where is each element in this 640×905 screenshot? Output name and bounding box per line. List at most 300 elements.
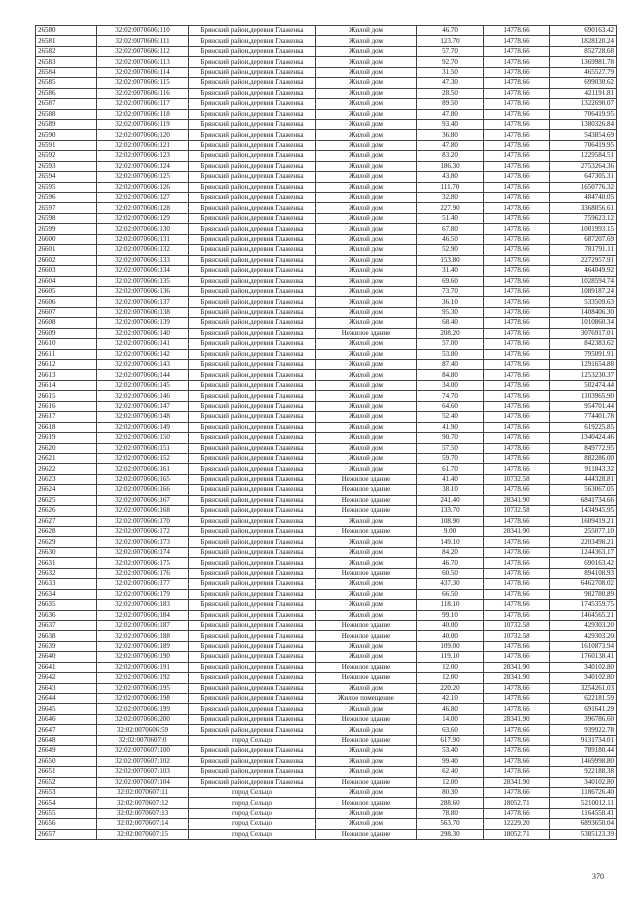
address-cell: Брянский район,деревня Глаженка: [189, 579, 316, 589]
unit-rate-cell: 28341.90: [484, 777, 550, 787]
cadastral-value-cell: 340102.80: [550, 662, 617, 672]
row-number-cell: 26649: [36, 746, 97, 756]
table-row: [36, 568, 617, 578]
cadastral-number-cell: 32:02:0070606:137: [97, 297, 189, 307]
cadastral-value-cell: 421191.81: [550, 88, 617, 98]
address-cell: Брянский район,деревня Глаженка: [189, 266, 316, 276]
area-cell: 89.50: [417, 99, 484, 109]
row-number-cell: 26643: [36, 683, 97, 693]
area-cell: 57.50: [417, 443, 484, 453]
unit-rate-cell: 14778.66: [484, 547, 550, 557]
row-number-cell: 26625: [36, 495, 97, 505]
unit-rate-cell: 14778.66: [484, 641, 550, 651]
purpose-cell: Жилой дом: [316, 422, 417, 432]
area-cell: 109.00: [417, 641, 484, 651]
cadastral-number-cell: 32:02:0070606:190: [97, 652, 189, 662]
purpose-cell: Жилой дом: [316, 245, 417, 255]
address-cell: Брянский район,деревня Глаженка: [189, 443, 316, 453]
unit-rate-cell: 14778.66: [484, 78, 550, 88]
unit-rate-cell: 14778.66: [484, 255, 550, 265]
row-number-cell: 26634: [36, 589, 97, 599]
address-cell: Брянский район,деревня Глаженка: [189, 673, 316, 683]
unit-rate-cell: 18052.71: [484, 829, 550, 839]
cadastral-value-cell: 396786.60: [550, 714, 617, 724]
address-cell: Брянский район,деревня Глаженка: [189, 213, 316, 223]
area-cell: 61.70: [417, 464, 484, 474]
cadastral-number-cell: 32:02:0070606:111: [97, 36, 189, 46]
cadastral-number-cell: 32:02:0070607:100: [97, 746, 189, 756]
row-number-cell: 26628: [36, 527, 97, 537]
row-number-cell: 26595: [36, 182, 97, 192]
cadastral-number-cell: 32:02:0070606:110: [97, 26, 189, 36]
cadastral-number-cell: 32:02:0070606:184: [97, 610, 189, 620]
area-cell: 34.00: [417, 380, 484, 390]
area-cell: 40.00: [417, 631, 484, 641]
cadastral-number-cell: 32:02:0070606:131: [97, 234, 189, 244]
purpose-cell: Нежилое здание: [316, 568, 417, 578]
purpose-cell: Жилой дом: [316, 266, 417, 276]
address-cell: Брянский район,деревня Глаженка: [189, 360, 316, 370]
row-number-cell: 26645: [36, 704, 97, 714]
unit-rate-cell: 10732.58: [484, 506, 550, 516]
purpose-cell: Жилой дом: [316, 349, 417, 359]
address-cell: Брянский район,деревня Глаженка: [189, 224, 316, 234]
purpose-cell: Жилой дом: [316, 140, 417, 150]
cadastral-number-cell: 32:02:0070606:121: [97, 140, 189, 150]
cadastral-number-cell: 32:02:0070606:117: [97, 99, 189, 109]
cadastral-number-cell: 32:02:0070606:125: [97, 172, 189, 182]
table-row: [36, 245, 617, 255]
cadastral-number-cell: 32:02:0070606:129: [97, 213, 189, 223]
address-cell: Брянский район,деревня Глаженка: [189, 318, 316, 328]
cadastral-number-cell: 32:02:0070606:123: [97, 151, 189, 161]
table-row: [36, 109, 617, 119]
cadastral-value-cell: 429303.20: [550, 620, 617, 630]
table-row: [36, 610, 617, 620]
address-cell: Брянский район,деревня Глаженка: [189, 433, 316, 443]
row-number-cell: 26637: [36, 620, 97, 630]
purpose-cell: Жилой дом: [316, 683, 417, 693]
row-number-cell: 26656: [36, 819, 97, 829]
unit-rate-cell: 28341.90: [484, 527, 550, 537]
row-number-cell: 26580: [36, 26, 97, 36]
unit-rate-cell: 14778.66: [484, 360, 550, 370]
cadastral-value-cell: 687207.69: [550, 234, 617, 244]
unit-rate-cell: 14778.66: [484, 370, 550, 380]
table-row: [36, 485, 617, 495]
table-row: [36, 798, 617, 808]
purpose-cell: Жилое помещение: [316, 694, 417, 704]
unit-rate-cell: 12229.20: [484, 819, 550, 829]
cadastral-value-cell: 922188.38: [550, 767, 617, 777]
area-cell: 47.80: [417, 140, 484, 150]
purpose-cell: Жилой дом: [316, 767, 417, 777]
purpose-cell: Жилой дом: [316, 119, 417, 129]
address-cell: Брянский район,деревня Глаженка: [189, 286, 316, 296]
purpose-cell: Жилой дом: [316, 380, 417, 390]
table-row: [36, 819, 617, 829]
page-number: 370: [592, 872, 604, 881]
address-cell: Брянский район,деревня Глаженка: [189, 422, 316, 432]
table-row: [36, 286, 617, 296]
unit-rate-cell: 14778.66: [484, 433, 550, 443]
cadastral-value-cell: 1745359.75: [550, 600, 617, 610]
cadastral-number-cell: 32:02:0070606:174: [97, 547, 189, 557]
cadastral-value-cell: 5210012.11: [550, 798, 617, 808]
purpose-cell: Жилой дом: [316, 360, 417, 370]
row-number-cell: 26617: [36, 412, 97, 422]
row-number-cell: 26586: [36, 88, 97, 98]
table-row: [36, 829, 617, 839]
cadastral-value-cell: 894108.93: [550, 568, 617, 578]
cadastral-number-cell: 32:02:0070606:141: [97, 339, 189, 349]
cadastral-value-cell: 690163.42: [550, 558, 617, 568]
row-number-cell: 26602: [36, 255, 97, 265]
row-number-cell: 26588: [36, 109, 97, 119]
purpose-cell: Жилой дом: [316, 370, 417, 380]
purpose-cell: Жилой дом: [316, 746, 417, 756]
table-row: [36, 234, 617, 244]
cadastral-table: [35, 25, 617, 840]
address-cell: Брянский район,деревня Глаженка: [189, 600, 316, 610]
table-row: [36, 777, 617, 787]
cadastral-number-cell: 32:02:0070607:13: [97, 808, 189, 818]
purpose-cell: Жилой дом: [316, 99, 417, 109]
unit-rate-cell: 14778.66: [484, 297, 550, 307]
cadastral-number-cell: 32:02:0070606:195: [97, 683, 189, 693]
purpose-cell: Жилой дом: [316, 808, 417, 818]
cadastral-number-cell: 32:02:0070606:135: [97, 276, 189, 286]
row-number-cell: 26626: [36, 506, 97, 516]
unit-rate-cell: 14778.66: [484, 558, 550, 568]
address-cell: город Сельцо: [189, 808, 316, 818]
area-cell: 227.90: [417, 203, 484, 213]
unit-rate-cell: 14778.66: [484, 725, 550, 735]
table-row: [36, 808, 617, 818]
address-cell: Брянский район,деревня Глаженка: [189, 641, 316, 651]
purpose-cell: Жилой дом: [316, 57, 417, 67]
row-number-cell: 26629: [36, 537, 97, 547]
address-cell: город Сельцо: [189, 819, 316, 829]
row-number-cell: 26584: [36, 67, 97, 77]
row-number-cell: 26621: [36, 453, 97, 463]
table-row: [36, 360, 617, 370]
unit-rate-cell: 14778.66: [484, 422, 550, 432]
row-number-cell: 26647: [36, 725, 97, 735]
cadastral-number-cell: 32:02:0070607:12: [97, 798, 189, 808]
row-number-cell: 26592: [36, 151, 97, 161]
purpose-cell: Жилой дом: [316, 391, 417, 401]
area-cell: 111.70: [417, 182, 484, 192]
table-row: [36, 391, 617, 401]
table-row: [36, 735, 617, 745]
cadastral-value-cell: 911843.32: [550, 464, 617, 474]
area-cell: 617.90: [417, 735, 484, 745]
table-row: [36, 579, 617, 589]
cadastral-value-cell: 340102.80: [550, 777, 617, 787]
unit-rate-cell: 14778.66: [484, 694, 550, 704]
area-cell: 12.00: [417, 673, 484, 683]
area-cell: 563.70: [417, 819, 484, 829]
cadastral-number-cell: 32:02:0070607:15: [97, 829, 189, 839]
row-number-cell: 26593: [36, 161, 97, 171]
row-number-cell: 26581: [36, 36, 97, 46]
cadastral-number-cell: 32:02:0070606:179: [97, 589, 189, 599]
area-cell: 32.80: [417, 193, 484, 203]
purpose-cell: Жилой дом: [316, 26, 417, 36]
area-cell: 51.40: [417, 213, 484, 223]
row-number-cell: 26590: [36, 130, 97, 140]
area-cell: 41.40: [417, 474, 484, 484]
unit-rate-cell: 14778.66: [484, 213, 550, 223]
table-row: [36, 589, 617, 599]
purpose-cell: Жилой дом: [316, 161, 417, 171]
address-cell: Брянский район,деревня Глаженка: [189, 276, 316, 286]
cadastral-value-cell: 1609419.21: [550, 516, 617, 526]
cadastral-number-cell: 32:02:0070607:14: [97, 819, 189, 829]
table-row: [36, 266, 617, 276]
address-cell: Брянский район,деревня Глаженка: [189, 474, 316, 484]
purpose-cell: Жилой дом: [316, 610, 417, 620]
unit-rate-cell: 14778.66: [484, 380, 550, 390]
purpose-cell: Нежилое здание: [316, 485, 417, 495]
purpose-cell: Жилой дом: [316, 537, 417, 547]
cadastral-number-cell: 32:02:0070606:191: [97, 662, 189, 672]
table-row: [36, 787, 617, 797]
area-cell: 84.20: [417, 547, 484, 557]
row-number-cell: 26642: [36, 673, 97, 683]
address-cell: Брянский район,деревня Глаженка: [189, 620, 316, 630]
table-row: [36, 380, 617, 390]
address-cell: Брянский район,деревня Глаженка: [189, 370, 316, 380]
cadastral-value-cell: 6462708.02: [550, 579, 617, 589]
cadastral-value-cell: 3368056.61: [550, 203, 617, 213]
area-cell: 59.70: [417, 453, 484, 463]
row-number-cell: 26651: [36, 767, 97, 777]
unit-rate-cell: 14778.66: [484, 600, 550, 610]
row-number-cell: 26598: [36, 213, 97, 223]
area-cell: 208.20: [417, 328, 484, 338]
unit-rate-cell: 14778.66: [484, 151, 550, 161]
table-row: [36, 725, 617, 735]
table-row: [36, 307, 617, 317]
address-cell: Брянский район,деревня Глаженка: [189, 99, 316, 109]
area-cell: 31.40: [417, 266, 484, 276]
unit-rate-cell: 14778.66: [484, 756, 550, 766]
cadastral-number-cell: 32:02:0070606:170: [97, 516, 189, 526]
cadastral-value-cell: 444328.81: [550, 474, 617, 484]
purpose-cell: Жилой дом: [316, 193, 417, 203]
area-cell: 36.10: [417, 297, 484, 307]
table-row: [36, 370, 617, 380]
address-cell: Брянский район,деревня Глаженка: [189, 485, 316, 495]
area-cell: 90.70: [417, 433, 484, 443]
purpose-cell: Нежилое здание: [316, 735, 417, 745]
purpose-cell: Жилой дом: [316, 109, 417, 119]
unit-rate-cell: 14778.66: [484, 130, 550, 140]
purpose-cell: Жилой дом: [316, 579, 417, 589]
table-row: [36, 151, 617, 161]
row-number-cell: 26608: [36, 318, 97, 328]
area-cell: 38.10: [417, 485, 484, 495]
cadastral-number-cell: 32:02:0070606:183: [97, 600, 189, 610]
cadastral-value-cell: 759623.12: [550, 213, 617, 223]
table-row: [36, 694, 617, 704]
table-row: [36, 506, 617, 516]
purpose-cell: Жилой дом: [316, 787, 417, 797]
area-cell: 220.20: [417, 683, 484, 693]
cadastral-number-cell: 32:02:0070606:172: [97, 527, 189, 537]
cadastral-number-cell: 32:02:0070607:11: [97, 787, 189, 797]
area-cell: 93.40: [417, 119, 484, 129]
area-cell: 118.10: [417, 600, 484, 610]
table-row: [36, 673, 617, 683]
address-cell: Брянский район,деревня Глаженка: [189, 380, 316, 390]
cadastral-value-cell: 429303.20: [550, 631, 617, 641]
row-number-cell: 26607: [36, 307, 97, 317]
table-row: [36, 474, 617, 484]
purpose-cell: Нежилое здание: [316, 798, 417, 808]
unit-rate-cell: 14778.66: [484, 172, 550, 182]
cadastral-value-cell: 849772.95: [550, 443, 617, 453]
row-number-cell: 26641: [36, 662, 97, 672]
unit-rate-cell: 14778.66: [484, 787, 550, 797]
purpose-cell: Жилой дом: [316, 36, 417, 46]
purpose-cell: Нежилое здание: [316, 527, 417, 537]
area-cell: 14.00: [417, 714, 484, 724]
area-cell: 36.80: [417, 130, 484, 140]
purpose-cell: Жилой дом: [316, 704, 417, 714]
cadastral-value-cell: 1369981.78: [550, 57, 617, 67]
row-number-cell: 26630: [36, 547, 97, 557]
cadastral-value-cell: 1340424.46: [550, 433, 617, 443]
address-cell: Брянский район,деревня Глаженка: [189, 746, 316, 756]
cadastral-number-cell: 32:02:0070606:114: [97, 67, 189, 77]
area-cell: 80.30: [417, 787, 484, 797]
cadastral-number-cell: 32:02:0070606:133: [97, 255, 189, 265]
cadastral-value-cell: 619225.85: [550, 422, 617, 432]
row-number-cell: 26610: [36, 339, 97, 349]
cadastral-value-cell: 647305.31: [550, 172, 617, 182]
address-cell: Брянский район,деревня Глаженка: [189, 401, 316, 411]
cadastral-value-cell: 502474.44: [550, 380, 617, 390]
address-cell: Брянский район,деревня Глаженка: [189, 777, 316, 787]
table-row: [36, 224, 617, 234]
table-row: [36, 255, 617, 265]
area-cell: 47.80: [417, 109, 484, 119]
area-cell: 43.80: [417, 172, 484, 182]
row-number-cell: 26646: [36, 714, 97, 724]
unit-rate-cell: 10732.58: [484, 620, 550, 630]
cadastral-number-cell: 32:02:0070606:147: [97, 401, 189, 411]
area-cell: 108.90: [417, 516, 484, 526]
unit-rate-cell: 14778.66: [484, 57, 550, 67]
purpose-cell: Нежилое здание: [316, 495, 417, 505]
cadastral-value-cell: 1380326.84: [550, 119, 617, 129]
area-cell: 53.40: [417, 746, 484, 756]
unit-rate-cell: 14778.66: [484, 589, 550, 599]
table-row: [36, 537, 617, 547]
purpose-cell: Жилой дом: [316, 339, 417, 349]
table-row: [36, 88, 617, 98]
cadastral-number-cell: 32:02:0070606:140: [97, 328, 189, 338]
area-cell: 95.30: [417, 307, 484, 317]
table-row: [36, 767, 617, 777]
purpose-cell: Нежилое здание: [316, 714, 417, 724]
address-cell: Брянский район,деревня Глаженка: [189, 255, 316, 265]
cadastral-value-cell: 1028594.74: [550, 276, 617, 286]
area-cell: 288.60: [417, 798, 484, 808]
unit-rate-cell: 14778.66: [484, 412, 550, 422]
row-number-cell: 26611: [36, 349, 97, 359]
row-number-cell: 26582: [36, 46, 97, 56]
cadastral-number-cell: 32:02:0070606:138: [97, 307, 189, 317]
unit-rate-cell: 14778.66: [484, 46, 550, 56]
cadastral-number-cell: 32:02:0070606:126: [97, 182, 189, 192]
purpose-cell: Жилой дом: [316, 318, 417, 328]
row-number-cell: 26627: [36, 516, 97, 526]
row-number-cell: 26589: [36, 119, 97, 129]
table-body: [36, 26, 617, 840]
cadastral-number-cell: 32:02:0070606:173: [97, 537, 189, 547]
unit-rate-cell: 28341.90: [484, 673, 550, 683]
cadastral-number-cell: 32:02:0070606:112: [97, 46, 189, 56]
cadastral-number-cell: 32:02:0070606:152: [97, 453, 189, 463]
table-row: [36, 495, 617, 505]
purpose-cell: Нежилое здание: [316, 829, 417, 839]
address-cell: Брянский район,деревня Глаженка: [189, 307, 316, 317]
cadastral-value-cell: 1186726.40: [550, 787, 617, 797]
table-row: [36, 203, 617, 213]
table-row: [36, 328, 617, 338]
cadastral-value-cell: 1322690.07: [550, 99, 617, 109]
area-cell: 69.60: [417, 276, 484, 286]
area-cell: 119.10: [417, 652, 484, 662]
unit-rate-cell: 14778.66: [484, 182, 550, 192]
cadastral-number-cell: 32:02:0070606:187: [97, 620, 189, 630]
area-cell: 99.40: [417, 756, 484, 766]
area-cell: 12.00: [417, 777, 484, 787]
cadastral-value-cell: 842383.62: [550, 339, 617, 349]
unit-rate-cell: 14778.66: [484, 140, 550, 150]
table-row: [36, 600, 617, 610]
table-row: [36, 57, 617, 67]
address-cell: Брянский район,деревня Глаженка: [189, 683, 316, 693]
cadastral-value-cell: 1253230.37: [550, 370, 617, 380]
area-cell: 74.70: [417, 391, 484, 401]
cadastral-value-cell: 533509.63: [550, 297, 617, 307]
area-cell: 47.30: [417, 78, 484, 88]
address-cell: Брянский район,деревня Глаженка: [189, 589, 316, 599]
area-cell: 153.80: [417, 255, 484, 265]
purpose-cell: Нежилое здание: [316, 673, 417, 683]
purpose-cell: Жилой дом: [316, 151, 417, 161]
unit-rate-cell: 14778.66: [484, 568, 550, 578]
cadastral-value-cell: 1244363.17: [550, 547, 617, 557]
row-number-cell: 26603: [36, 266, 97, 276]
address-cell: Брянский район,деревня Глаженка: [189, 88, 316, 98]
table-row: [36, 26, 617, 36]
address-cell: город Сельцо: [189, 829, 316, 839]
row-number-cell: 26652: [36, 777, 97, 787]
table-row: [36, 631, 617, 641]
cadastral-number-cell: 32:02:0070606:149: [97, 422, 189, 432]
row-number-cell: 26635: [36, 600, 97, 610]
unit-rate-cell: 10732.58: [484, 631, 550, 641]
purpose-cell: Нежилое здание: [316, 777, 417, 787]
address-cell: Брянский район,деревня Глаженка: [189, 26, 316, 36]
row-number-cell: 26653: [36, 787, 97, 797]
